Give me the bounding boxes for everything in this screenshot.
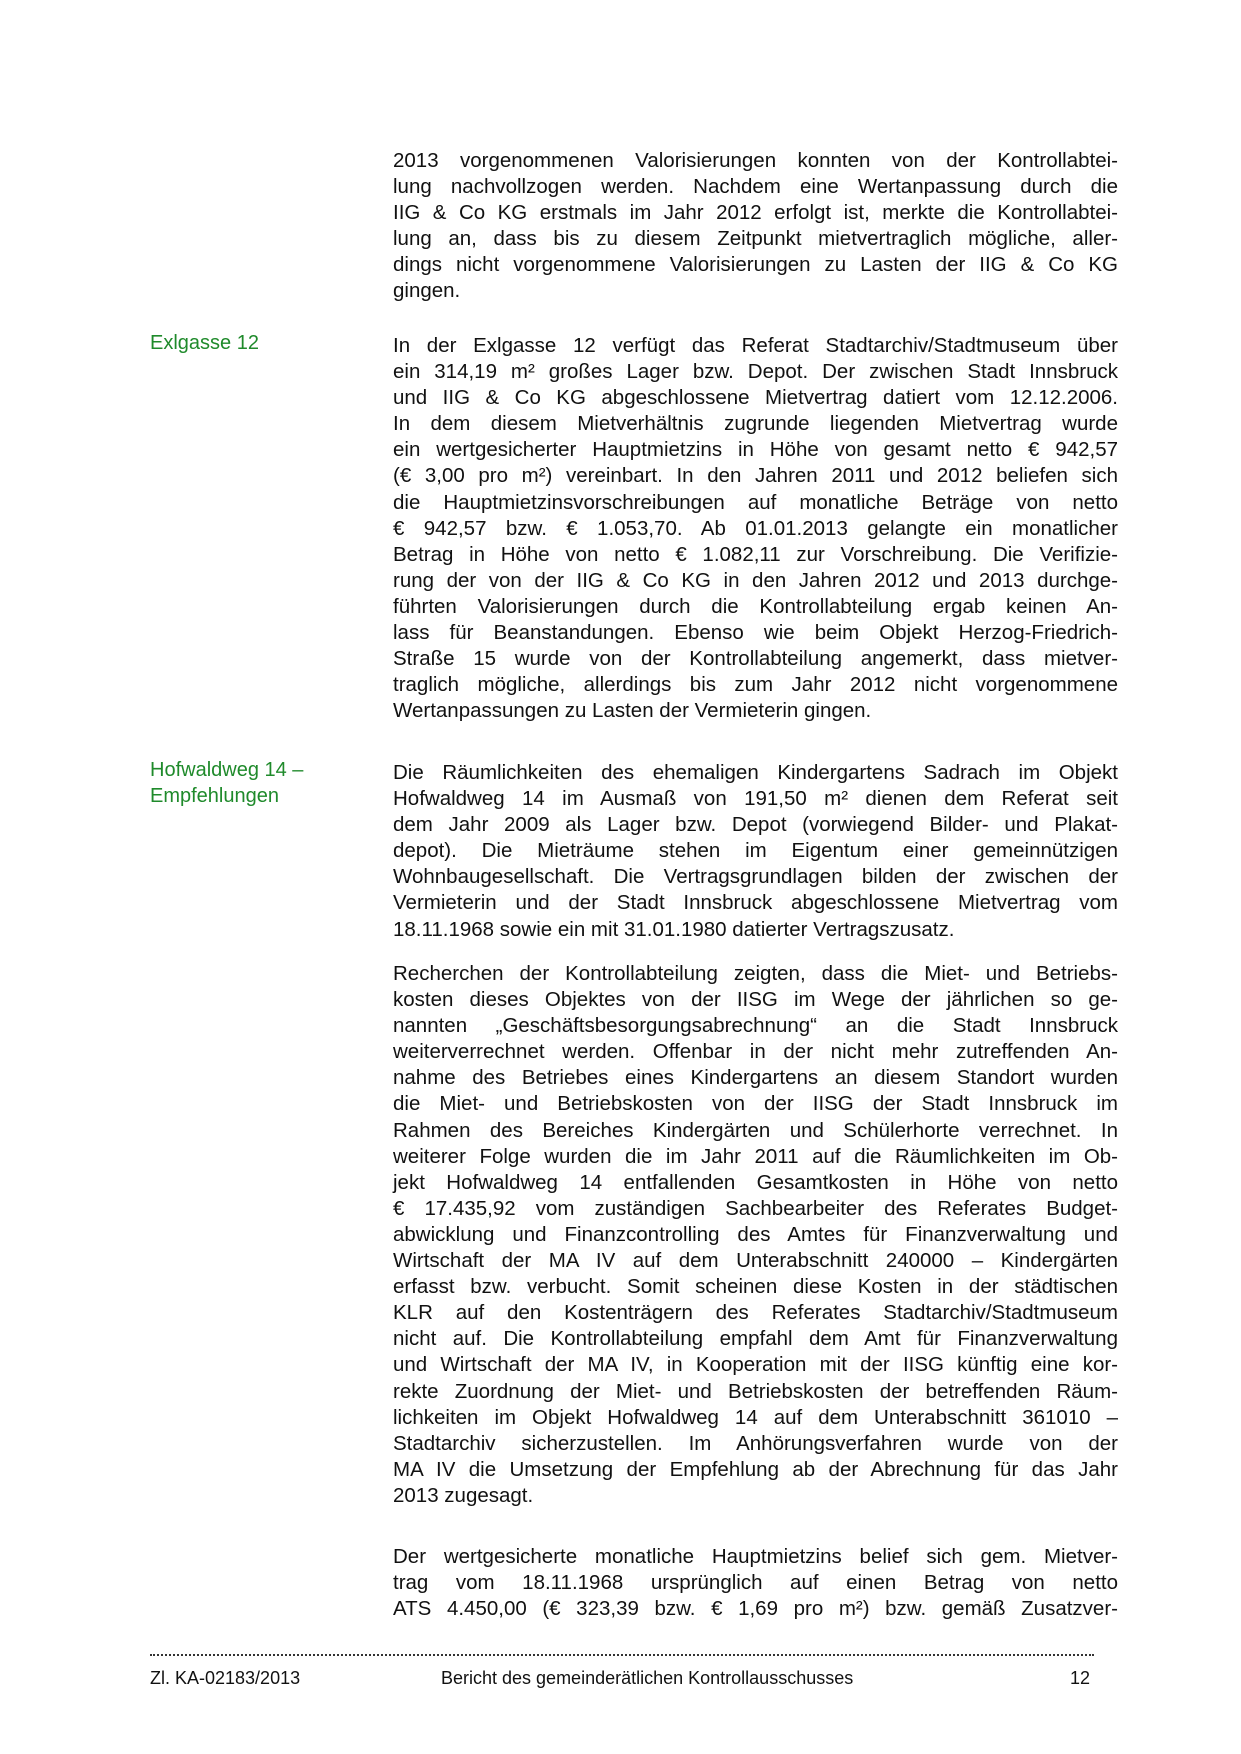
text-line: In dem diesem Mietverhältnis zugrunde liegenden Mietvertrag wurde xyxy=(393,412,1118,436)
text-line: Stadtarchiv sicherzustellen. Im Anhörungsverfahren wurde von der xyxy=(393,1431,1118,1455)
text-line: die Miet- und Betriebskosten von der IISG der Stadt Innsbruck im xyxy=(393,1092,1118,1116)
text-line: Vermieterin und der Stadt Innsbruck abgeschlossene Mietvertrag vom xyxy=(393,891,1118,915)
text-line: und IIG & Co KG abgeschlossene Mietvertrag datiert vom 12.12.2006. xyxy=(393,386,1118,410)
text-line: lichkeiten im Objekt Hofwaldweg 14 auf dem Unterabschnitt 361010 – xyxy=(393,1405,1118,1429)
text-line: nahme des Betriebes eines Kindergartens an diesem Standort wurden xyxy=(393,1066,1118,1090)
text-line: dings nicht vorgenommene Valorisierungen zu Lasten der IIG & Co KG xyxy=(393,253,1118,277)
text-line: Betrag in Höhe von netto € 1.082,11 zur Vorschreibung. Die Verifizie- xyxy=(393,542,1118,566)
text-line: Der wertgesicherte monatliche Hauptmietzins belief sich gem. Mietver- xyxy=(393,1545,1118,1568)
margin-heading-text: Exlgasse 12 xyxy=(150,332,259,354)
text-line: die Hauptmietzinsvorschreibungen auf monatliche Beträge von netto xyxy=(393,490,1118,514)
text-line: In der Exlgasse 12 verfügt das Referat Stadtarchiv/Stadtmuseum über xyxy=(393,334,1118,357)
text-line: Straße 15 wurde von der Kontrollabteilung angemerkt, dass mietver- xyxy=(393,647,1118,671)
text-line: weiterer Folge wurden die im Jahr 2011 auf die Räumlichkeiten im Ob- xyxy=(393,1144,1118,1168)
text-line: führten Valorisierungen durch die Kontrollabteilung ergab keinen An- xyxy=(393,594,1118,618)
text-line: 2013 vorgenommenen Valorisierungen konnten von der Kontrollabtei- xyxy=(393,149,1118,172)
text-line: € 942,57 bzw. € 1.053,70. Ab 01.01.2013 gelangte ein monatlicher xyxy=(393,516,1118,540)
margin-heading-text: Hofwaldweg 14 – xyxy=(150,759,304,781)
footer-reference: Zl. KA-02183/2013 xyxy=(150,1668,301,1688)
text-line: dem Jahr 2009 als Lager bzw. Depot (vorwiegend Bilder- und Plakat- xyxy=(393,813,1118,837)
paragraph-hauptmietzins xyxy=(393,1544,1118,1622)
text-line: rung der von der IIG & Co KG in den Jahren 2012 und 2013 durchge- xyxy=(393,568,1118,592)
text-line: jekt Hofwaldweg 14 entfallenden Gesamtkosten in Höhe von netto xyxy=(393,1170,1118,1194)
text-line: traglich mögliche, allerdings bis zum Jahr 2012 nicht vorgenommene xyxy=(393,673,1118,697)
footer-title: Bericht des gemeinderätlichen Kontrollausschusses xyxy=(441,1668,854,1688)
text-line: IIG & Co KG erstmals im Jahr 2012 erfolgt ist, merkte die Kontrollabtei- xyxy=(393,201,1118,225)
text-line: Die Räumlichkeiten des ehemaligen Kindergartens Sadrach im Objekt xyxy=(393,761,1118,784)
paragraph-exlgasse xyxy=(393,333,1118,724)
text-line: KLR auf den Kostenträgern des Referates Stadtarchiv/Stadtmuseum xyxy=(393,1301,1118,1325)
text-line: nicht auf. Die Kontrollabteilung empfahl dem Amt für Finanzverwaltung xyxy=(393,1327,1118,1351)
margin-heading-exlgasse xyxy=(150,330,350,356)
text-line: Recherchen der Kontrollabteilung zeigten, dass die Miet- und Betriebs- xyxy=(393,962,1118,985)
text-line: (€ 3,00 pro m²) vereinbart. In den Jahren 2011 und 2012 beliefen sich xyxy=(393,464,1118,488)
text-line: lung nachvollzogen werden. Nachdem eine Wertanpassung durch die xyxy=(393,175,1118,199)
paragraph-valorisation xyxy=(393,148,1118,305)
margin-heading-text: Empfehlungen xyxy=(150,785,279,807)
text-line: abwicklung und Finanzcontrolling des Amtes für Finanzverwaltung und xyxy=(393,1222,1118,1246)
text-line: € 17.435,92 vom zuständigen Sachbearbeiter des Referates Budget- xyxy=(393,1196,1118,1220)
footer-page-number: 12 xyxy=(1070,1668,1091,1688)
text-line: 2013 zugesagt. xyxy=(393,1483,534,1507)
text-line: Hofwaldweg 14 im Ausmaß von 191,50 m² dienen dem Referat seit xyxy=(393,787,1118,811)
text-line: trag vom 18.11.1968 ursprünglich auf einen Betrag von netto xyxy=(393,1571,1118,1595)
text-line: Rahmen des Bereiches Kindergärten und Schülerhorte verrechnet. In xyxy=(393,1118,1118,1142)
text-line: Wohnbaugesellschaft. Die Vertragsgrundlagen bilden der zwischen der xyxy=(393,865,1118,889)
text-line: ein 314,19 m² großes Lager bzw. Depot. Der zwischen Stadt Innsbruck xyxy=(393,360,1118,384)
paragraph-recherchen xyxy=(393,961,1118,1509)
text-line: lung an, dass bis zu diesem Zeitpunkt mietvertraglich mögliche, aller- xyxy=(393,227,1118,251)
text-line: gingen. xyxy=(393,279,461,303)
text-line: kosten dieses Objektes von der IISG im Wege der jährlichen so ge- xyxy=(393,988,1118,1012)
text-line: erfasst bzw. verbucht. Somit scheinen diese Kosten in der städtischen xyxy=(393,1275,1118,1299)
text-line: MA IV die Umsetzung der Empfehlung ab der Abrechnung für das Jahr xyxy=(393,1457,1118,1481)
paragraph-hofwaldweg-intro xyxy=(393,760,1118,943)
margin-heading-hofwaldweg xyxy=(150,757,350,809)
text-line: nannten „Geschäftsbesorgungsabrechnung“ an die Stadt Innsbruck xyxy=(393,1014,1118,1038)
text-line: ATS 4.450,00 (€ 323,39 bzw. € 1,69 pro m²) bzw. gemäß Zusatzver- xyxy=(393,1597,1118,1621)
text-line: 18.11.1968 sowie ein mit 31.01.1980 datierter Vertragszusatz. xyxy=(393,917,955,941)
text-line: Wertanpassungen zu Lasten der Vermieterin gingen. xyxy=(393,699,872,723)
text-line: depot). Die Mieträume stehen im Eigentum einer gemeinnützigen xyxy=(393,839,1118,863)
text-line: lass für Beanstandungen. Ebenso wie beim Objekt Herzog-Friedrich- xyxy=(393,621,1118,645)
text-line: Wirtschaft der MA IV auf dem Unterabschnitt 240000 – Kindergärten xyxy=(393,1249,1118,1273)
text-line: ein wertgesicherter Hauptmietzins in Höhe von gesamt netto € 942,57 xyxy=(393,438,1118,462)
footer-divider xyxy=(150,1654,1094,1656)
text-line: und Wirtschaft der MA IV, in Kooperation mit der IISG künftig eine kor- xyxy=(393,1353,1118,1377)
text-line: weiterverrechnet werden. Offenbar in der nicht mehr zutreffenden An- xyxy=(393,1040,1118,1064)
text-line: rekte Zuordnung der Miet- und Betriebskosten der betreffenden Räum- xyxy=(393,1379,1118,1403)
